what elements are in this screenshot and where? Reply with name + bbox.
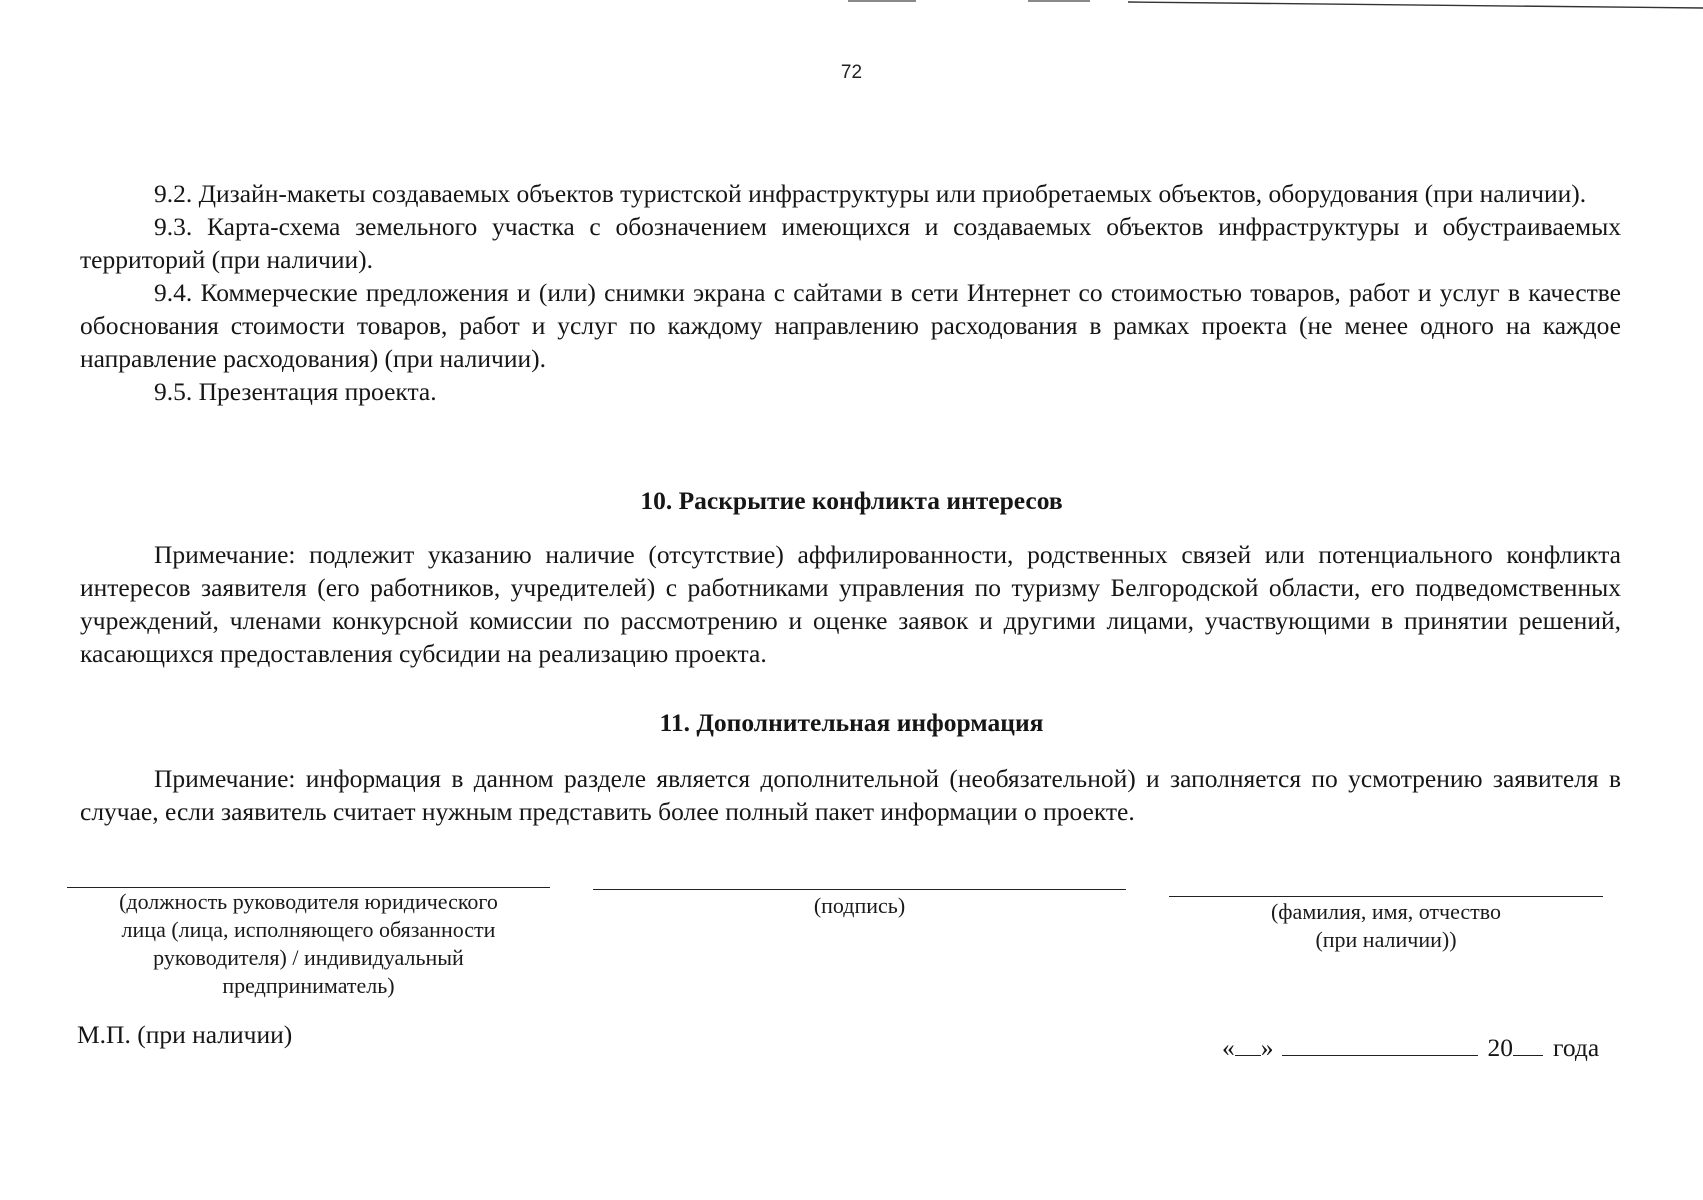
day-blank [1235,1054,1261,1056]
date-open-quote: « [1222,1033,1235,1062]
signature-line [593,889,1126,890]
position-caption [67,888,550,1000]
section-note-additional-info [80,762,1621,828]
year-blank [1513,1054,1543,1056]
caption-line: (при наличии)) [1315,927,1457,952]
caption-line: лица (лица, исполняющего обязанности [121,917,496,942]
full-name-caption [1169,898,1603,954]
caption-line: руководителя) / индивидуальный [153,945,464,970]
list-item: 9.3. Карта-схема земельного участка с обозначением имеющихся и создаваемых объектов инфраструктуры и обустраиваемых территорий (при наличии). [80,212,1621,274]
signature-caption: (подпись) [813,893,906,918]
year-suffix: года [1553,1033,1600,1062]
list-item: 9.5. Презентация проекта. [154,377,437,406]
page-number: 72 [840,62,863,83]
full-name-signature-line [1169,896,1603,897]
date-line [1222,1031,1599,1064]
stamp-label: М.П. (при наличии) [77,1020,293,1049]
list-item: 9.4. Коммерческие предложения и (или) снимки экрана с сайтами в сети Интернет со стоимостью товаров, работ и услуг в качестве обоснования стоимости товаров, работ и услуг по каждому направлению расходования в рамках проекта (не менее одного на каждое направление расходования) (при наличии). [80,278,1621,373]
caption-line: предприниматель) [222,973,395,998]
note-paragraph: Примечание: подлежит указанию наличие (отсутствие) аффилированности, родственных связей или потенциального конфликта интересов заявителя (его работников, учредителей) с работниками управления по туризму Белгородской области, его подведомственных учреждений, членами конкурсной комиссии по рассмотрению и оценке заявок и другими лицами, участвующими в принятии решений, касающихся предоставления субсидии на реализацию проекта. [80,540,1621,668]
date-close-quote: » [1260,1033,1274,1062]
note-paragraph: Примечание: информация в данном разделе является дополнительной (необязательной) и заполняется по усмотрению заявителя в случае, если заявитель считает нужным представить более полный пакет информации о проекте. [80,764,1621,826]
month-blank [1282,1054,1478,1056]
scan-artifact-lines [0,0,1703,10]
list-item: 9.2. Дизайн-макеты создаваемых объектов туристской инфраструктуры или приобретаемых объектов, оборудования (при наличии). [154,179,1587,208]
section-note-conflict-of-interest [80,538,1621,670]
caption-line: (фамилия, имя, отчество [1270,899,1502,924]
year-prefix: 20 [1487,1033,1513,1062]
attachments-list [80,177,1621,408]
section-heading-additional-info: 11. Дополнительная информация [659,708,1044,737]
caption-line: (должность руководителя юридического [119,889,498,914]
section-heading-conflict-of-interest: 10. Раскрытие конфликта интересов [640,486,1063,515]
